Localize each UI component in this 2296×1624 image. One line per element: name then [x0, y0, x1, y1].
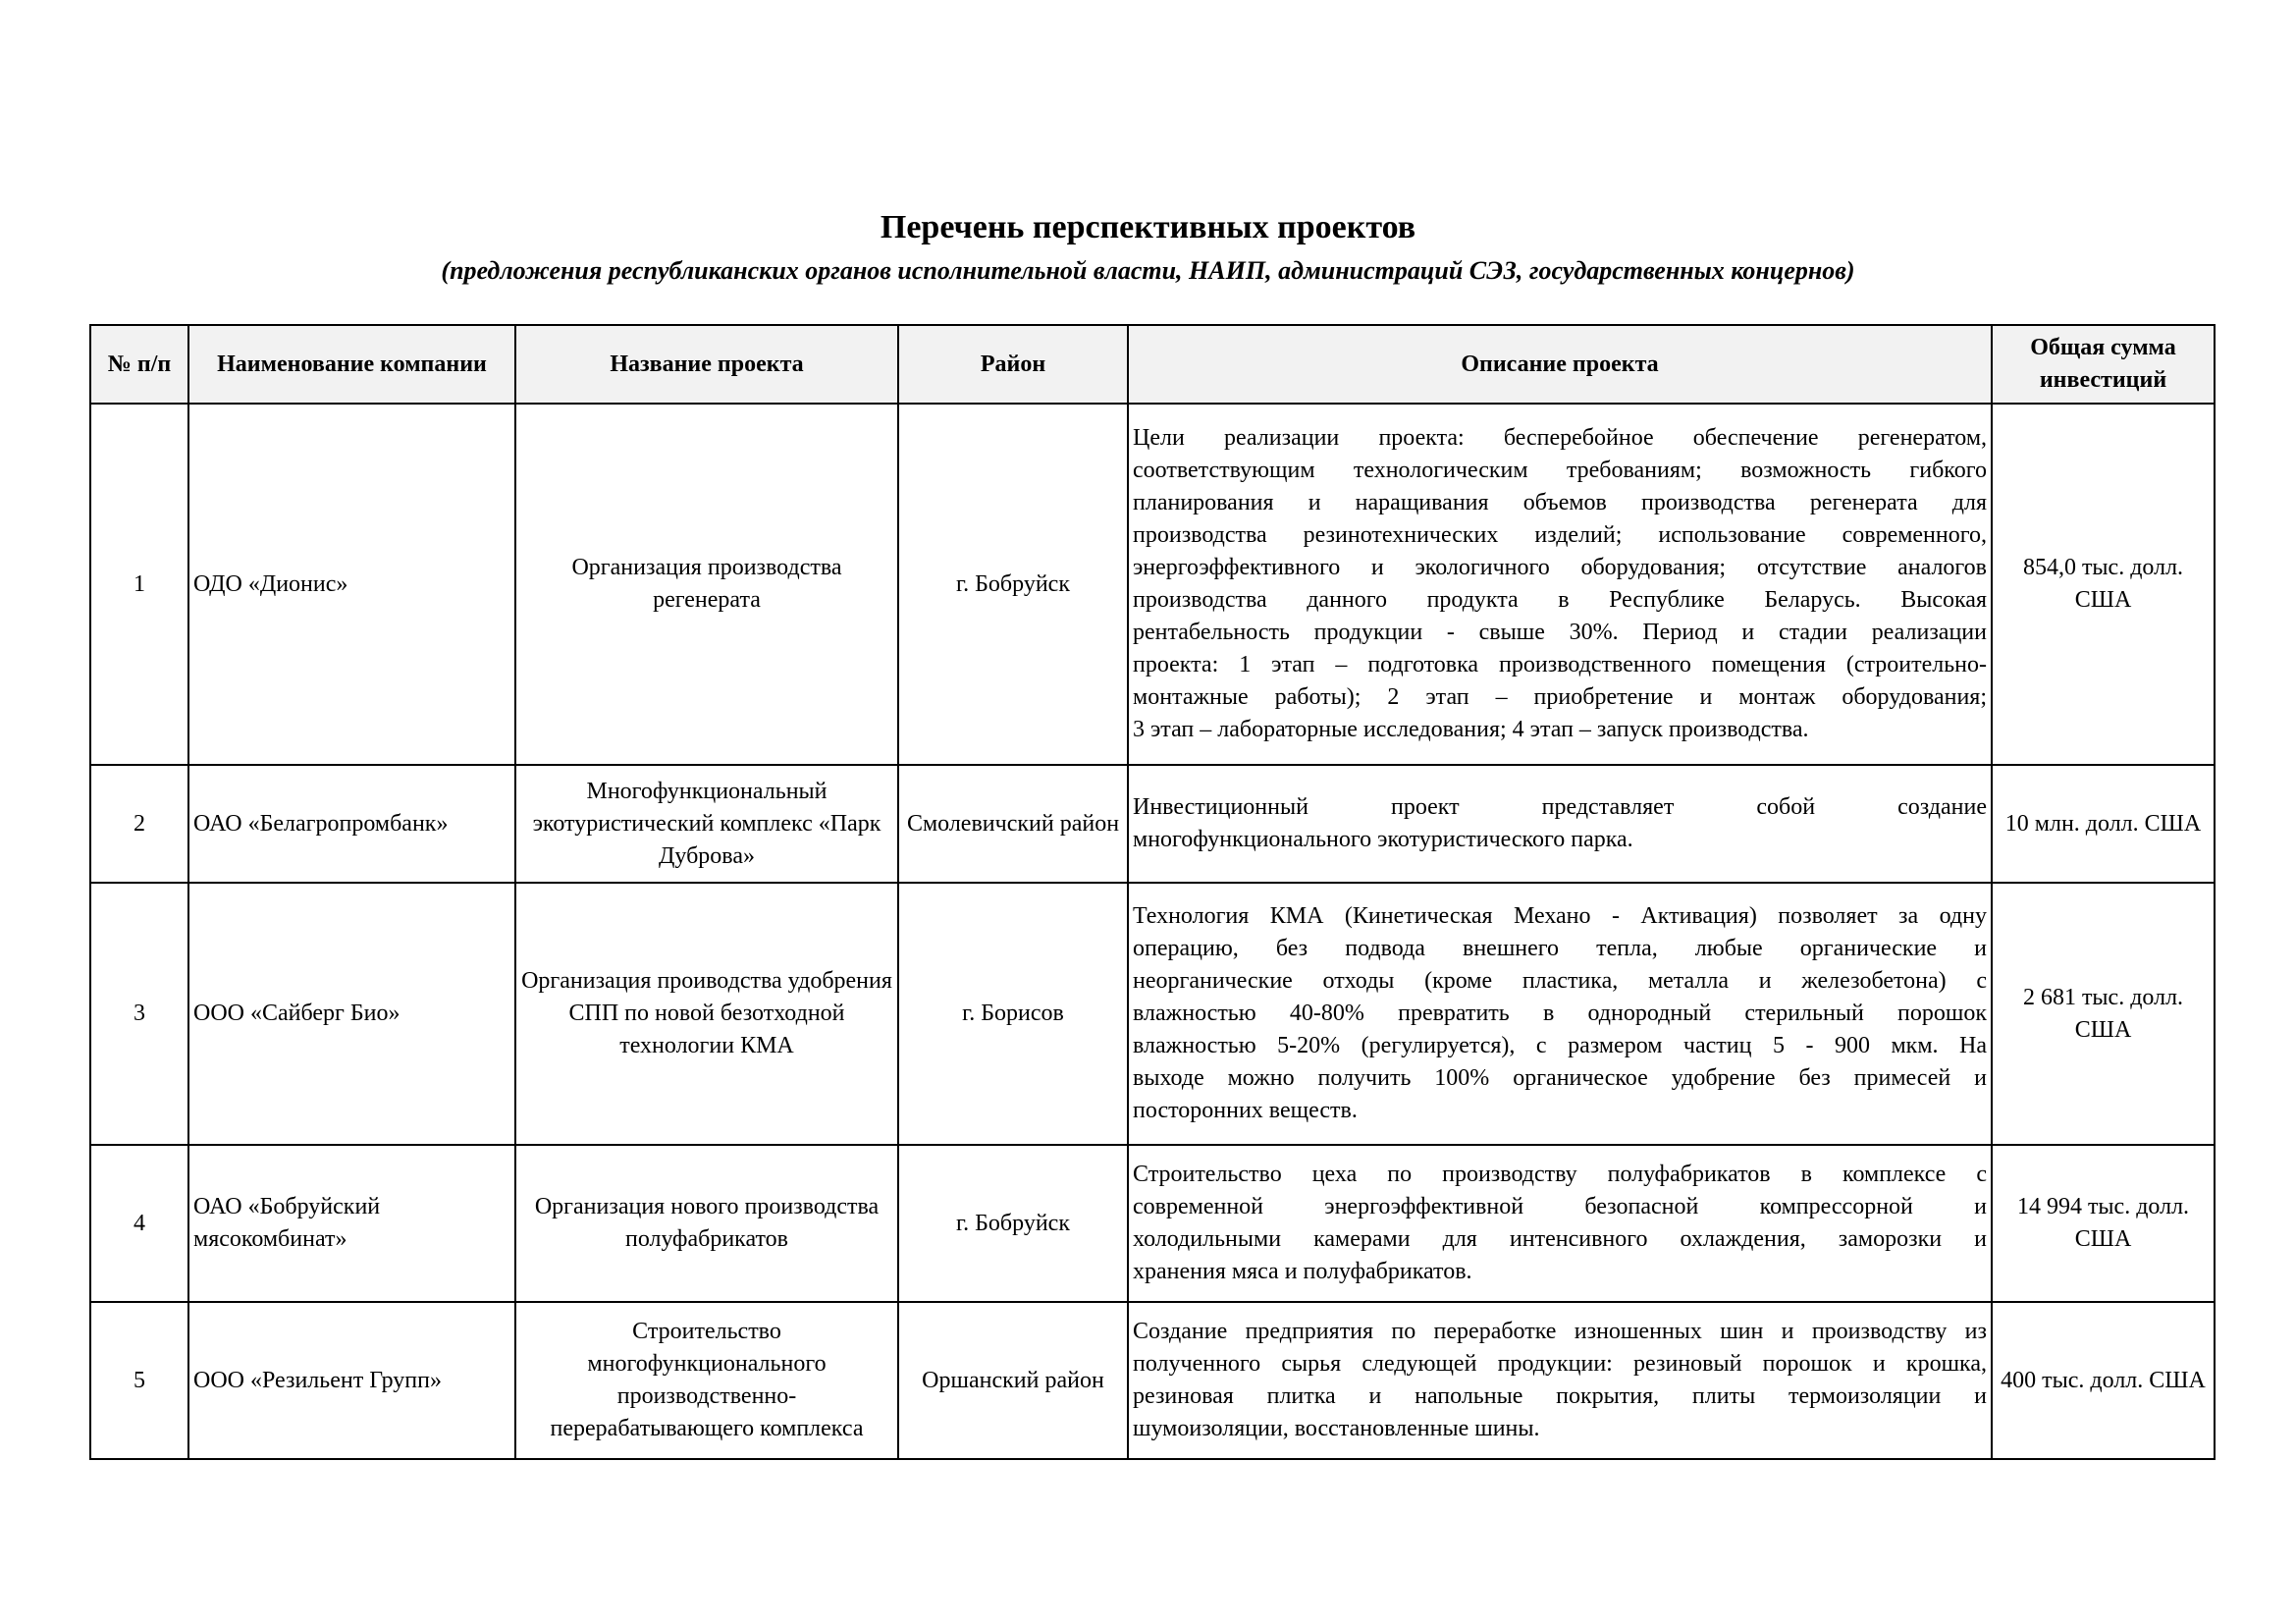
cell-company: ОАО «Белагропромбанк»	[188, 765, 515, 883]
description-line: 3 этап – лабораторные исследования; 4 этап – запуск производства.	[1133, 717, 1809, 742]
cell-investment: 10 млн. долл. США	[1992, 765, 2215, 883]
table-body	[90, 404, 2215, 1459]
cell-company: ООО «Резильент Групп»	[188, 1302, 515, 1459]
cell-num: 3	[90, 883, 188, 1145]
cell-description	[1128, 883, 1992, 1145]
description-line: Технология КМА (Кинетическая Механо - Активация) позволяет за одну	[1133, 903, 1987, 929]
description-line: современной энергоэффективной безопасной компрессорной и	[1133, 1194, 1987, 1219]
cell-num: 2	[90, 765, 188, 883]
cell-description	[1128, 1145, 1992, 1302]
cell-investment: 854,0 тыс. долл. США	[1992, 404, 2215, 765]
header-num: № п/п	[90, 325, 188, 404]
cell-num: 4	[90, 1145, 188, 1302]
projects-table	[89, 324, 2216, 1460]
cell-company: ОДО «Дионис»	[188, 404, 515, 765]
header-company: Наименование компании	[188, 325, 515, 404]
description-line: хранения мяса и полуфабрикатов.	[1133, 1259, 1472, 1284]
description-line: неорганические отходы (кроме пластика, металла и железобетона) с	[1133, 968, 1987, 994]
cell-investment: 400 тыс. долл. США	[1992, 1302, 2215, 1459]
cell-company: ОАО «Бобруйский мясокомбинат»	[188, 1145, 515, 1302]
description-line: Строительство цеха по производству полуфабрикатов в комплексе с	[1133, 1162, 1987, 1187]
cell-district: г. Бобруйск	[898, 1145, 1128, 1302]
header-district: Район	[898, 325, 1128, 404]
cell-district: Смолевичский район	[898, 765, 1128, 883]
description-line: рентабельность продукции - свыше 30%. Период и стадии реализации	[1133, 620, 1987, 645]
description-line: производства данного продукта в Республике Беларусь. Высокая	[1133, 587, 1987, 613]
cell-description	[1128, 765, 1992, 883]
cell-project: Организация нового производства полуфабрикатов	[515, 1145, 898, 1302]
document-title: Перечень перспективных проектов	[880, 209, 1416, 245]
cell-investment: 14 994 тыс. долл. США	[1992, 1145, 2215, 1302]
document-subtitle: (предложения республиканских органов исполнительной власти, НАИП, администраций СЭЗ, государственных концернов)	[441, 256, 1855, 285]
cell-project: Организация производства регенерата	[515, 404, 898, 765]
description-line: производства резинотехнических изделий; использование современного,	[1133, 522, 1987, 548]
description-line: энергоэффективного и экологичного оборудования; отсутствие аналогов	[1133, 555, 1987, 580]
description-line: влажностью 40-80% превратить в однородный стерильный порошок	[1133, 1001, 1987, 1026]
cell-company: ООО «Сайберг Био»	[188, 883, 515, 1145]
header-description: Описание проекта	[1128, 325, 1992, 404]
description-line: Инвестиционный проект представляет собой создание	[1133, 794, 1987, 820]
header-investment: Общая сумма инвестиций	[1992, 325, 2215, 404]
cell-project: Строительство многофункционального производственно-перерабатывающего комплекса	[515, 1302, 898, 1459]
cell-description	[1128, 404, 1992, 765]
description-line: проекта: 1 этап – подготовка производственного помещения (строительно-	[1133, 652, 1987, 677]
description-line: шумоизоляции, восстановленные шины.	[1133, 1416, 1540, 1441]
cell-project: Организация проиводства удобрения СПП по новой безотходной технологии КМА	[515, 883, 898, 1145]
table-row	[90, 883, 2215, 1145]
cell-investment: 2 681 тыс. долл. США	[1992, 883, 2215, 1145]
description-line: посторонних веществ.	[1133, 1098, 1358, 1123]
description-line: Цели реализации проекта: бесперебойное обеспечение регенератом,	[1133, 425, 1987, 451]
description-line: выходе можно получить 100% органическое удобрение без примесей и	[1133, 1065, 1987, 1091]
cell-district: Оршанский район	[898, 1302, 1128, 1459]
cell-description	[1128, 1302, 1992, 1459]
cell-district: г. Бобруйск	[898, 404, 1128, 765]
description-line: операцию, без подвода внешнего тепла, любые органические и	[1133, 936, 1987, 961]
description-line: холодильными камерами для интенсивного охлаждения, заморозки и	[1133, 1226, 1987, 1252]
description-line: Создание предприятия по переработке изношенных шин и производству из	[1133, 1319, 1987, 1344]
cell-num: 1	[90, 404, 188, 765]
description-line: многофункционального экотуристического парка.	[1133, 827, 1633, 852]
description-line: резиновая плитка и напольные покрытия, плиты термоизоляции и	[1133, 1383, 1987, 1409]
cell-district: г. Борисов	[898, 883, 1128, 1145]
cell-num: 5	[90, 1302, 188, 1459]
header-project: Название проекта	[515, 325, 898, 404]
description-line: планирования и наращивания объемов производства регенерата для	[1133, 490, 1987, 515]
table-row	[90, 404, 2215, 765]
table-row	[90, 1145, 2215, 1302]
description-line: соответствующим технологическим требованиям; возможность гибкого	[1133, 458, 1987, 483]
header-row	[90, 325, 2215, 404]
cell-project: Многофункциональный экотуристический комплекс «Парк Дуброва»	[515, 765, 898, 883]
table-row	[90, 1302, 2215, 1459]
description-line: полученного сырья следующей продукции: резиновый порошок и крошка,	[1133, 1351, 1987, 1377]
description-line: монтажные работы); 2 этап – приобретение и монтаж оборудования;	[1133, 684, 1987, 710]
description-line: влажностью 5-20% (регулируется), с размером частиц 5 - 900 мкм. На	[1133, 1033, 1987, 1058]
table-row	[90, 765, 2215, 883]
table-header	[90, 325, 2215, 404]
